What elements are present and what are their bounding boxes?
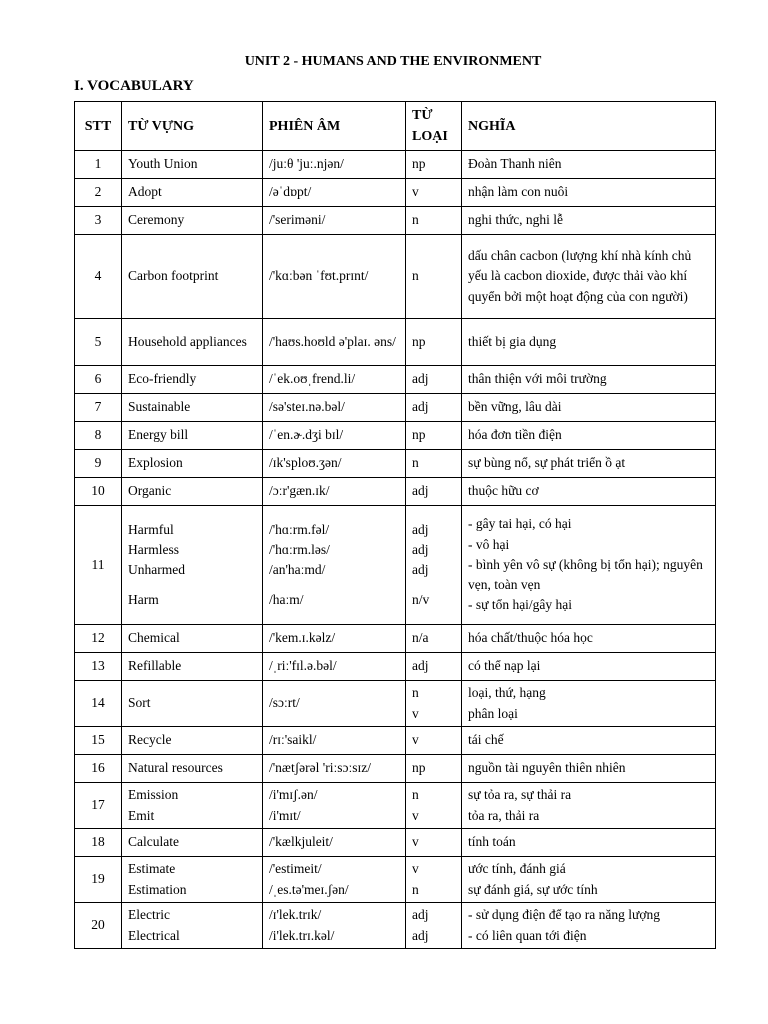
ipa-cell — [263, 653, 406, 681]
word-cell-line: Sort — [128, 695, 151, 711]
row-number: 17 — [75, 783, 122, 829]
word-cell — [122, 857, 263, 903]
meaning-cell — [462, 151, 716, 179]
pos-cell-line: n — [412, 881, 419, 897]
word-cell-line: Explosion — [128, 455, 183, 471]
meaning-cell-line: hóa chất/thuộc hóa học — [468, 630, 593, 646]
meaning-cell — [462, 857, 716, 903]
meaning-cell — [462, 394, 716, 422]
meaning-cell — [462, 681, 716, 727]
pos-cell — [406, 179, 462, 207]
table-row — [75, 727, 716, 755]
table-row — [75, 903, 716, 949]
word-cell — [122, 625, 263, 653]
pos-cell-line: adj — [412, 562, 429, 577]
ipa-cell — [263, 422, 406, 450]
pos-cell — [406, 625, 462, 653]
table-row — [75, 450, 716, 478]
pos-cell-line: adj — [412, 907, 429, 923]
pos-cell-line: np — [412, 156, 426, 172]
ipa-cell-line: /əˈdɒpt/ — [269, 184, 312, 200]
ipa-cell-line: /ˌriː'fɪl.ə.bəl/ — [269, 658, 337, 674]
word-cell — [122, 903, 263, 949]
header-pos: TỪ LOẠI — [406, 102, 462, 151]
meaning-cell-line: thân thiện với môi trường — [468, 371, 607, 387]
word-cell-line: Emit — [128, 807, 155, 823]
row-number: 13 — [75, 653, 122, 681]
word-cell-line: Harmless — [128, 541, 179, 557]
ipa-cell-line: /an'haːmd/ — [269, 562, 326, 577]
word-cell — [122, 755, 263, 783]
ipa-cell-line: /ˈek.oʊˌfrend.li/ — [269, 371, 356, 387]
pos-cell-line: n — [412, 787, 419, 803]
pos-cell — [406, 450, 462, 478]
pos-cell-line: v — [412, 807, 419, 823]
table-row — [75, 653, 716, 681]
table-row — [75, 235, 716, 319]
word-cell-line: Calculate — [128, 834, 179, 850]
meaning-cell-line: thuộc hữu cơ — [468, 483, 539, 499]
ipa-cell-line: /sɔːrt/ — [269, 695, 300, 711]
pos-cell — [406, 422, 462, 450]
row-number: 7 — [75, 394, 122, 422]
meaning-cell-line: nhận làm con nuôi — [468, 184, 569, 200]
word-cell — [122, 681, 263, 727]
vocabulary-table — [74, 101, 716, 949]
ipa-cell-line: /'nætʃərəl 'riːsɔːsɪz/ — [269, 760, 371, 776]
word-cell-line: Unharmed — [128, 562, 185, 577]
word-cell-line: Electrical — [128, 927, 180, 943]
row-number: 9 — [75, 450, 122, 478]
row-number: 14 — [75, 681, 122, 727]
row-number: 5 — [75, 319, 122, 366]
header-word: TỪ VỰNG — [122, 102, 263, 151]
ipa-cell — [263, 681, 406, 727]
meaning-cell — [462, 450, 716, 478]
meaning-cell-line: nguồn tài nguyên thiên nhiên — [468, 760, 626, 776]
meaning-cell-line: hóa đơn tiền điện — [468, 427, 562, 443]
word-cell — [122, 653, 263, 681]
word-cell-line: Carbon footprint — [128, 268, 219, 284]
ipa-cell — [263, 151, 406, 179]
table-row — [75, 207, 716, 235]
word-cell — [122, 235, 263, 319]
ipa-cell — [263, 478, 406, 506]
meaning-cell-line: thiết bị gia dụng — [468, 333, 557, 349]
meaning-cell-line: tái chế — [468, 732, 504, 748]
meaning-cell-line: bền vững, lâu dài — [468, 399, 562, 415]
word-cell-line: Estimation — [128, 881, 187, 897]
pos-cell — [406, 207, 462, 235]
row-number: 11 — [75, 506, 122, 625]
word-cell-line: Ceremony — [128, 212, 185, 228]
document-title: UNIT 2 - HUMANS AND THE ENVIRONMENT — [244, 54, 542, 69]
pos-cell-line: np — [412, 760, 426, 776]
pos-cell — [406, 235, 462, 319]
meaning-cell — [462, 755, 716, 783]
table-row — [75, 783, 716, 829]
ipa-cell — [263, 319, 406, 366]
word-cell — [122, 207, 263, 235]
meaning-cell-line: có thể nạp lại — [468, 658, 541, 674]
pos-cell — [406, 783, 462, 829]
pos-cell — [406, 727, 462, 755]
word-cell-line: Refillable — [128, 658, 182, 674]
ipa-cell-line: /ˌes.tə'meɪ.ʃən/ — [269, 881, 349, 897]
word-cell-line: Emission — [128, 787, 179, 803]
row-number: 8 — [75, 422, 122, 450]
pos-cell-line: adj — [412, 927, 429, 943]
pos-cell — [406, 319, 462, 366]
word-cell — [122, 151, 263, 179]
pos-cell-line: v — [412, 705, 419, 721]
word-cell — [122, 478, 263, 506]
word-cell — [122, 727, 263, 755]
table-header-row — [75, 102, 716, 151]
meaning-cell-line: Đoàn Thanh niên — [468, 156, 562, 172]
ipa-cell — [263, 450, 406, 478]
table-row — [75, 394, 716, 422]
meaning-cell — [462, 506, 716, 625]
table-row — [75, 829, 716, 857]
meaning-cell-line: - vô hại — [468, 536, 510, 552]
row-number: 16 — [75, 755, 122, 783]
meaning-cell — [462, 179, 716, 207]
pos-cell-line: n — [412, 212, 419, 228]
ipa-cell — [263, 235, 406, 319]
ipa-cell-line: /'estimeit/ — [269, 861, 322, 877]
ipa-cell — [263, 755, 406, 783]
pos-cell — [406, 755, 462, 783]
ipa-cell — [263, 857, 406, 903]
ipa-cell — [263, 829, 406, 857]
word-cell — [122, 506, 263, 625]
ipa-cell-line: /'haʊs.hoʊld ə'plaɪ. əns/ — [269, 333, 396, 349]
row-number: 4 — [75, 235, 122, 319]
table-row — [75, 857, 716, 903]
pos-cell — [406, 366, 462, 394]
pos-cell-line: adj — [412, 483, 429, 499]
word-cell — [122, 179, 263, 207]
meaning-cell-line: tính toán — [468, 834, 516, 850]
table-row — [75, 478, 716, 506]
row-number: 1 — [75, 151, 122, 179]
pos-cell-line: n — [412, 455, 419, 471]
pos-cell-line: v — [412, 834, 419, 850]
row-number: 19 — [75, 857, 122, 903]
pos-cell — [406, 681, 462, 727]
word-cell — [122, 422, 263, 450]
ipa-cell-line: /i'lek.trɪ.kəl/ — [269, 927, 335, 943]
spacer — [269, 580, 399, 590]
meaning-cell — [462, 422, 716, 450]
ipa-cell — [263, 625, 406, 653]
word-cell — [122, 450, 263, 478]
row-number: 12 — [75, 625, 122, 653]
word-cell-line: Adopt — [128, 184, 162, 200]
row-number: 20 — [75, 903, 122, 949]
meaning-cell — [462, 207, 716, 235]
ipa-cell — [263, 179, 406, 207]
meaning-cell — [462, 903, 716, 949]
meaning-cell-line: sự đánh giá, sự ước tính — [468, 881, 598, 897]
table-row — [75, 755, 716, 783]
pos-cell-line: adj — [412, 371, 429, 387]
ipa-cell-line: /i'mɪʃ.ən/ — [269, 787, 318, 803]
word-cell-line: Energy bill — [128, 427, 189, 443]
row-number: 6 — [75, 366, 122, 394]
pos-cell-line: n/a — [412, 630, 429, 646]
word-cell-line: Natural resources — [128, 760, 223, 776]
ipa-cell-line: /'seriməni/ — [269, 212, 326, 228]
ipa-cell-line: /juːθ 'juː.njən/ — [269, 156, 344, 172]
meaning-cell-line: tỏa ra, thải ra — [468, 807, 540, 823]
row-number: 2 — [75, 179, 122, 207]
ipa-cell-line: /sə'steɪ.nə.bəl/ — [269, 399, 345, 415]
word-cell — [122, 783, 263, 829]
ipa-cell-line: /rɪː'saikl/ — [269, 732, 317, 748]
word-cell-line: Electric — [128, 907, 170, 923]
meaning-cell-line: phân loại — [468, 705, 518, 721]
pos-cell — [406, 829, 462, 857]
ipa-cell-line: /haːm/ — [269, 592, 304, 608]
pos-cell — [406, 394, 462, 422]
pos-cell-line: adj — [412, 658, 429, 674]
table-row — [75, 319, 716, 366]
pos-cell — [406, 506, 462, 625]
word-cell-line: Harm — [128, 592, 159, 608]
table-row — [75, 179, 716, 207]
meaning-cell-line: - gây tai hại, có hại — [468, 516, 572, 532]
word-cell-line: Harmful — [128, 521, 174, 537]
header-ipa: PHIÊN ÂM — [263, 102, 406, 151]
pos-cell — [406, 903, 462, 949]
ipa-cell-line: /ˈen.ɚ.dʒi bɪl/ — [269, 427, 344, 443]
word-cell — [122, 319, 263, 366]
ipa-cell-line: /'hɑːrm.ləs/ — [269, 541, 330, 557]
ipa-cell-line: /ɪk'sploʊ.ʒən/ — [269, 455, 342, 471]
word-cell-line: Household appliances — [128, 333, 247, 349]
row-number: 10 — [75, 478, 122, 506]
meaning-cell — [462, 653, 716, 681]
pos-cell-line: adj — [412, 541, 429, 557]
ipa-cell — [263, 506, 406, 625]
table-row — [75, 151, 716, 179]
word-cell — [122, 829, 263, 857]
word-cell-line: Estimate — [128, 861, 176, 877]
ipa-cell — [263, 366, 406, 394]
pos-cell-line: v — [412, 184, 419, 200]
row-number: 3 — [75, 207, 122, 235]
ipa-cell — [263, 727, 406, 755]
ipa-cell-line: /ɪ'lek.trɪk/ — [269, 907, 322, 923]
meaning-cell — [462, 727, 716, 755]
pos-cell-line: np — [412, 427, 426, 443]
table-row — [75, 422, 716, 450]
meaning-cell — [462, 235, 716, 319]
spacer — [412, 580, 455, 590]
spacer — [128, 580, 256, 590]
row-number: 18 — [75, 829, 122, 857]
meaning-cell-line: - sử dụng điện để tạo ra năng lượng — [468, 907, 660, 923]
pos-cell-line: v — [412, 732, 419, 748]
pos-cell — [406, 857, 462, 903]
meaning-cell-line: sự bùng nổ, sự phát triển ồ ạt — [468, 455, 626, 471]
pos-cell-line: n — [412, 268, 419, 284]
ipa-cell-line: /'kɑːbən ˈfʊt.prɪnt/ — [269, 268, 369, 284]
pos-cell — [406, 478, 462, 506]
ipa-cell-line: /ɔːr'gæn.ɪk/ — [269, 483, 330, 499]
ipa-cell — [263, 207, 406, 235]
pos-cell — [406, 653, 462, 681]
pos-cell-line: n/v — [412, 592, 430, 608]
pos-cell — [406, 151, 462, 179]
header-meaning: NGHĨA — [462, 102, 716, 151]
meaning-cell — [462, 319, 716, 366]
meaning-cell-line: sự tỏa ra, sự thải ra — [468, 787, 572, 803]
word-cell-line: Organic — [128, 483, 172, 499]
ipa-cell-line: /'kælkjuleit/ — [269, 834, 333, 850]
meaning-cell — [462, 625, 716, 653]
ipa-cell-line: /'hɑːrm.fəl/ — [269, 521, 330, 537]
meaning-cell-line: - có liên quan tới điện — [468, 927, 587, 943]
table-row — [75, 625, 716, 653]
table-row — [75, 681, 716, 727]
word-cell-line: Eco-friendly — [128, 371, 197, 387]
meaning-cell — [462, 478, 716, 506]
ipa-cell — [263, 783, 406, 829]
table-row — [75, 366, 716, 394]
ipa-cell-line: /i'mɪt/ — [269, 807, 301, 823]
pos-cell-line: n — [412, 685, 419, 701]
meaning-cell-line: ước tính, đánh giá — [468, 861, 566, 877]
word-cell-line: Chemical — [128, 630, 180, 646]
table-row — [75, 506, 716, 625]
meaning-cell-line: - sự tổn hại/gây hại — [468, 597, 573, 613]
word-cell-line: Sustainable — [128, 399, 191, 415]
meaning-cell — [462, 783, 716, 829]
word-cell — [122, 366, 263, 394]
row-number: 15 — [75, 727, 122, 755]
meaning-cell-line: dấu chân cacbon (lượng khí nhà kính chủ yếu là cacbon dioxide, được thải vào khí quyển bởi một hoạt động của con người) — [468, 248, 692, 304]
pos-cell-line: v — [412, 861, 419, 877]
meaning-cell-line: nghi thức, nghi lễ — [468, 212, 564, 228]
word-cell-line: Youth Union — [128, 156, 198, 172]
ipa-cell-line: /'kem.ɪ.kəlz/ — [269, 630, 336, 646]
pos-cell-line: adj — [412, 521, 429, 537]
header-stt: STT — [75, 102, 122, 151]
ipa-cell — [263, 903, 406, 949]
meaning-cell-line: loại, thứ, hạng — [468, 685, 546, 701]
meaning-cell-line: - bình yên vô sự (không bị tổn hại); nguyên vẹn, toàn vẹn — [468, 556, 703, 593]
pos-cell-line: adj — [412, 399, 429, 415]
pos-cell-line: np — [412, 333, 426, 349]
meaning-cell — [462, 366, 716, 394]
word-cell-line: Recycle — [128, 732, 172, 748]
ipa-cell — [263, 394, 406, 422]
section-heading: I. VOCABULARY — [74, 78, 194, 94]
meaning-cell — [462, 829, 716, 857]
word-cell — [122, 394, 263, 422]
